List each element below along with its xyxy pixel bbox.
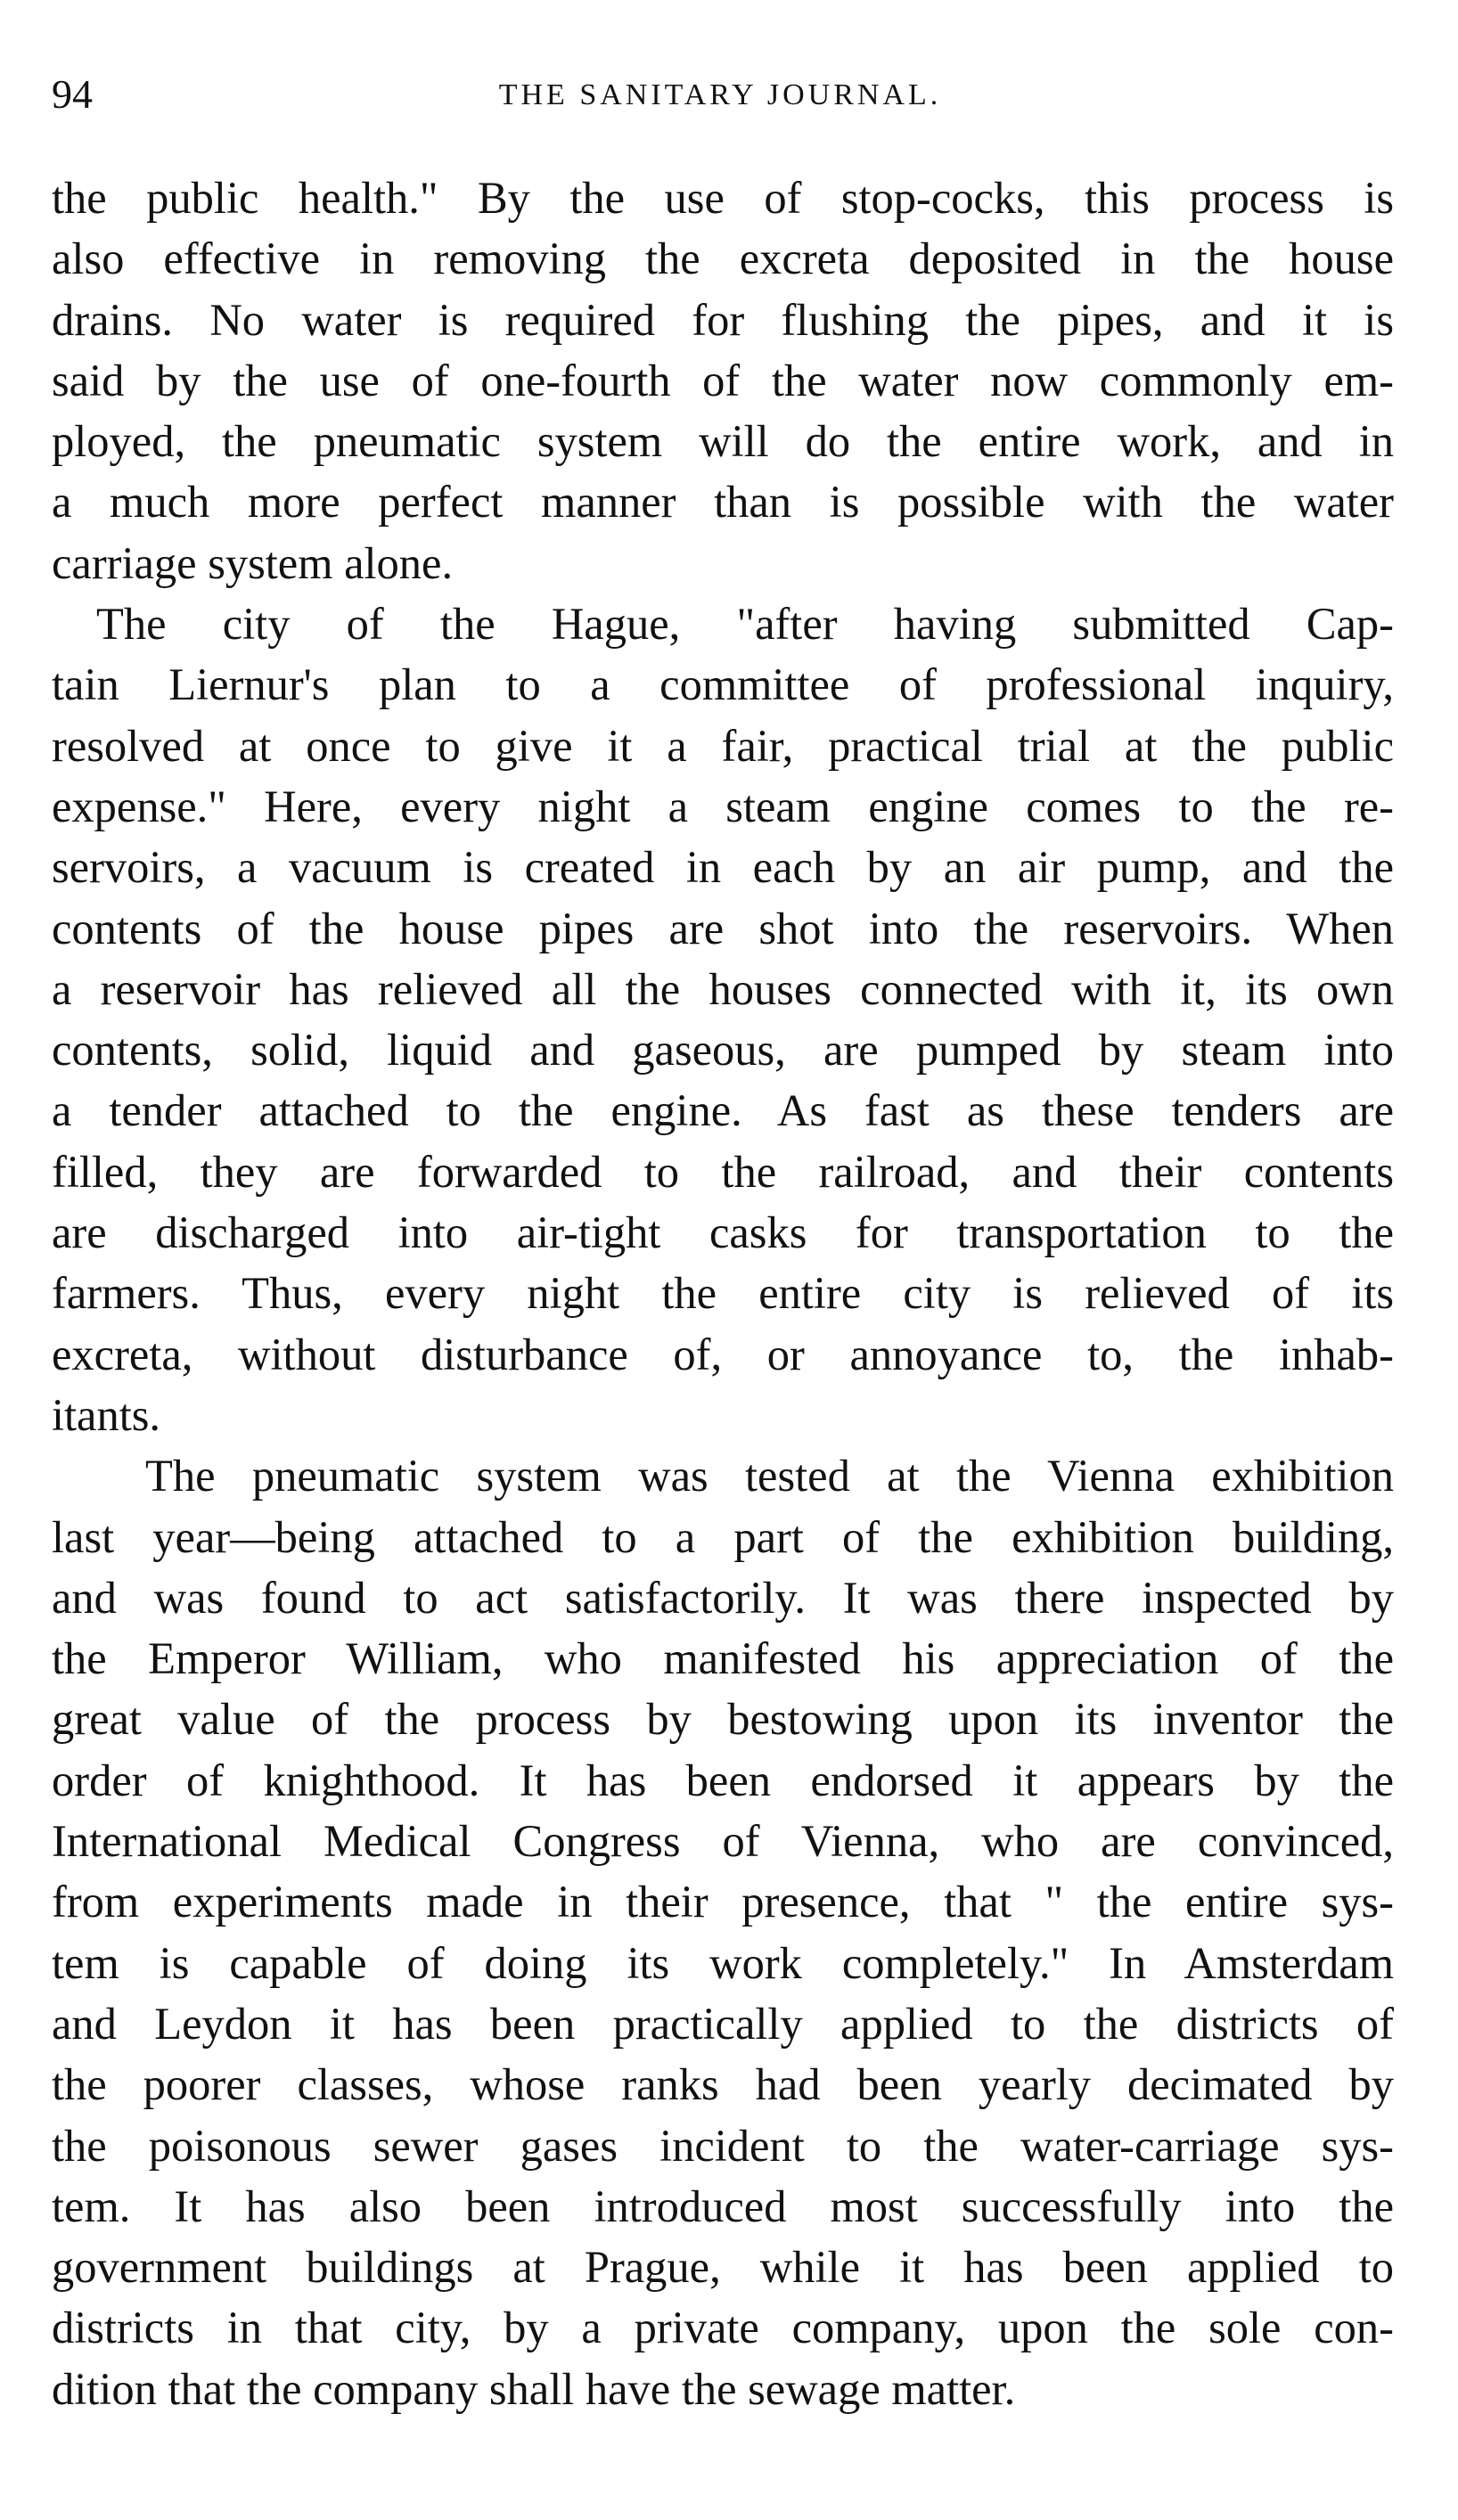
text-line: and Leydon it has been practically applied to the districts of bbox=[52, 1998, 1394, 2049]
text-line: the Emperor William, who manifested his appreciation of the bbox=[52, 1633, 1394, 1684]
text-line: are discharged into air-tight casks for transportation to the bbox=[52, 1207, 1394, 1258]
text-line: contents of the house pipes are shot into the reservoirs. When bbox=[52, 903, 1394, 953]
text-line: farmers. Thus, every night the entire city is relieved of its bbox=[52, 1268, 1394, 1319]
body-text bbox=[52, 168, 1394, 2419]
text-line: a much more perfect manner than is possible with the water bbox=[52, 477, 1394, 528]
text-line: great value of the process by bestowing upon its inventor the bbox=[52, 1694, 1394, 1745]
text-line: contents, solid, liquid and gaseous, are pumped by steam into bbox=[52, 1025, 1394, 1076]
text-line: and was found to act satisfactorily. It was there inspected by bbox=[52, 1572, 1394, 1623]
text-line: carriage system alone. bbox=[52, 537, 454, 588]
text-line: a reservoir has relieved all the houses connected with it, its own bbox=[52, 963, 1394, 1014]
text-line: government buildings at Prague, while it has been applied to bbox=[52, 2242, 1394, 2293]
text-line: from experiments made in their presence, that " the entire sys- bbox=[52, 1877, 1394, 1927]
text-line: excreta, without disturbance of, or annoyance to, the inhab- bbox=[52, 1329, 1394, 1379]
text-line: also effective in removing the excreta deposited in the house bbox=[52, 233, 1394, 284]
paragraph bbox=[52, 168, 1394, 593]
text-line: said by the use of one-fourth of the water now commonly em- bbox=[52, 355, 1394, 405]
text-line: The city of the Hague, "after having submitted Cap- bbox=[96, 599, 1394, 650]
text-line: order of knighthood. It has been endorsed it appears by the bbox=[52, 1755, 1394, 1805]
text-line: districts in that city, by a private company, upon the sole con- bbox=[52, 2303, 1394, 2353]
text-line: the poorer classes, whose ranks had been yearly decimated by bbox=[52, 2059, 1394, 2110]
running-head: THE SANITARY JOURNAL. bbox=[498, 78, 942, 111]
text-line: tem. It has also been introduced most successfully into the bbox=[52, 2180, 1394, 2231]
text-line: dition that the company shall have the sewage matter. bbox=[52, 2363, 1016, 2414]
text-line: itants. bbox=[52, 1389, 161, 1440]
text-line: tain Liernur's plan to a committee of professional inquiry, bbox=[52, 659, 1394, 710]
text-line: filled, they are forwarded to the railroad, and their contents bbox=[52, 1146, 1394, 1197]
text-line: a tender attached to the engine. As fast as these tenders are bbox=[52, 1085, 1394, 1136]
text-line: International Medical Congress of Vienna, who are convinced, bbox=[52, 1816, 1394, 1867]
text-line: resolved at once to give it a fair, practical trial at the public bbox=[52, 720, 1394, 771]
text-line: ployed, the pneumatic system will do the entire work, and in bbox=[52, 416, 1394, 467]
paragraph bbox=[52, 1445, 1394, 2419]
text-line: The pneumatic system was tested at the Vienna exhibition bbox=[145, 1451, 1394, 1501]
text-line: tem is capable of doing its work completely." In Amsterdam bbox=[52, 1937, 1394, 1988]
text-line: servoirs, a vacuum is created in each by an air pump, and the bbox=[52, 842, 1394, 893]
text-line: the poisonous sewer gases incident to the water-carriage sys- bbox=[52, 2120, 1394, 2171]
text-line: drains. No water is required for flushing the pipes, and it is bbox=[52, 294, 1394, 345]
text-line: the public health." By the use of stop-cocks, this process is bbox=[52, 173, 1394, 223]
text-line: expense." Here, every night a steam engine comes to the re- bbox=[52, 781, 1394, 831]
page-header bbox=[52, 70, 1388, 123]
page-number: 94 bbox=[52, 71, 93, 117]
text-line: last year—being attached to a part of the exhibition building, bbox=[52, 1511, 1394, 1562]
paragraph bbox=[52, 593, 1394, 1445]
